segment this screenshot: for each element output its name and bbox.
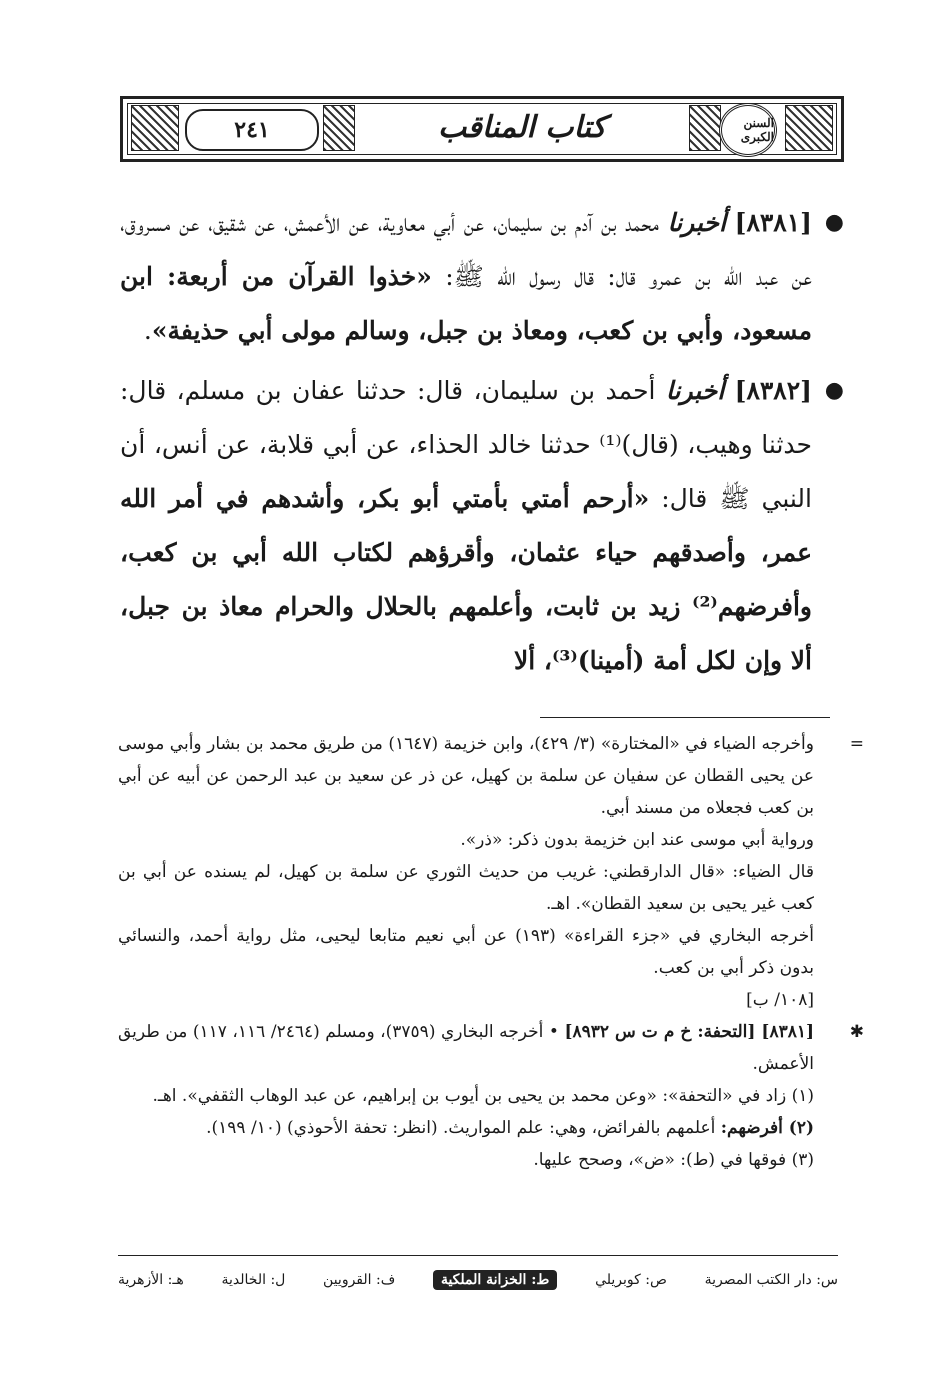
hadith-lead: أخبرنا bbox=[665, 376, 725, 405]
note-text: وأخرجه الضياء في «المختارة» (٣/ ٤٢٩)، وابن خزيمة (١٦٤٧) من طريق محمد بن بشار وأبي موسى عن يحيى القطان عن سفيان عن سلمة بن كهيل، عن ذر عن سعيد بن عبد الرحمن عن أبيه عن أبي بن كعب فجعلاه من مسند أبي. bbox=[118, 734, 814, 818]
footnote-1: (١) زاد في «التحفة»: «وعن محمد بن يحيى بن أيوب بن إبراهيم، عن عبد الوهاب الثقفي». اهـ. bbox=[152, 1086, 814, 1106]
footnote-term: (٢) أفرضهم: bbox=[720, 1118, 814, 1138]
page-header bbox=[120, 96, 844, 162]
legend-item: ل: الخالدية bbox=[221, 1272, 286, 1288]
legend-item: ص: كوبريلي bbox=[595, 1272, 667, 1288]
footnote-2 bbox=[118, 1112, 838, 1144]
takhrij-label: [٨٣٨١] [التحفة: خ م ت س ٨٩٣٢] bbox=[564, 1022, 815, 1042]
legend-item: س: دار الكتب المصرية bbox=[704, 1272, 838, 1288]
legend-item: ف: القرويين bbox=[323, 1272, 396, 1288]
hadith-number: [٨٣٨٢] bbox=[734, 376, 813, 405]
hadith-matn: «أرحم أمتي بأمتي أبو بكر، وأشدهم في أمر الله عمر، وأصدقهم حياء عثمان، وأقرؤهم لكتاب الله أبي بن كعب، وأفرضهم⁽²⁾ زيد بن ثابت، وأعلمهم بالحلال والحرام معاذ بن جبل، ألا وإن لكل أمة (أمينا)⁽³⁾، ألا bbox=[120, 484, 812, 675]
hadith-number: [٨٣٨١] bbox=[734, 208, 812, 237]
note-text: قال الضياء: «قال الدارقطني: غريب من حديث الثوري عن سلمة بن كهيل، لم يسنده عن أبي بن كعب غير يحيى بن سعيد القطان». اهـ. bbox=[118, 862, 814, 914]
notes-section bbox=[118, 728, 864, 1176]
hadith-matn: «خذوا القرآن من أربعة: ابن مسعود، وأبي بن كعب، ومعاذ بن جبل، وسالم مولى أبي حذيفة» bbox=[120, 262, 812, 345]
hadith-8382 bbox=[120, 364, 844, 688]
ornament bbox=[323, 105, 355, 151]
hadith-8381 bbox=[120, 196, 844, 358]
legend-item: هـ: الأزهرية bbox=[118, 1272, 184, 1288]
hadith-isnad: أحمد بن سليمان، قال: حدثنا عفان بن مسلم، قال: حدثنا وهيب، (قال)⁽¹⁾ حدثنا خالد الحذاء، عن أبي قلابة، عن أنس، أن النبي ﷺ قال: bbox=[120, 376, 813, 513]
book-logo: السنن الكبرى bbox=[719, 103, 777, 157]
main-text bbox=[120, 196, 844, 694]
book-title: كتاب المناقب bbox=[438, 109, 606, 145]
ornament bbox=[689, 105, 721, 151]
bullet-icon: ● bbox=[824, 210, 844, 235]
bullet-icon: ● bbox=[824, 378, 844, 403]
hadith-lead: أخبرنا bbox=[667, 208, 726, 237]
hadith-end: . bbox=[143, 316, 152, 345]
ornament bbox=[785, 105, 833, 151]
footnote-3: (٣) فوقها في (ط): «ض»، وصحح عليها. bbox=[533, 1150, 814, 1170]
continuation-mark: = bbox=[849, 734, 864, 754]
ornament bbox=[131, 105, 179, 151]
takhrij-text: • أخرجه البخاري (٣٧٥٩)، ومسلم (٢٤٦٤/ ١١٦، ١١٧) من طريق الأعمش. bbox=[118, 1022, 814, 1074]
takhrij-note bbox=[118, 1016, 814, 1080]
legend-item-highlight: ط: الخزانة الملكية bbox=[433, 1270, 557, 1290]
page-number: ٢٤١ bbox=[185, 109, 319, 151]
manuscript-folio: [١٠٨/ ب] bbox=[746, 990, 814, 1010]
note-text: أخرجه البخاري في «جزء القراءة» (١٩٣) عن أبي نعيم متابعا ليحيى، مثل رواية أحمد، والنسائي بدون ذكر أبي بن كعب. bbox=[118, 926, 814, 978]
manuscript-legend bbox=[118, 1262, 838, 1298]
footnote-separator bbox=[540, 717, 830, 718]
footer-separator bbox=[118, 1255, 838, 1256]
star-icon: ✱ bbox=[849, 1022, 864, 1042]
hadith-isnad: محمد بن آدم بن سليمان، عن أبي معاوية، عن الأعمش، عن شقيق، عن مسروق، عن عبد الله بن عمرو قال: قال رسول الله ﷺ: bbox=[120, 208, 812, 291]
note-text: ورواية أبي موسى عند ابن خزيمة بدون ذكر: «ذر». bbox=[460, 830, 814, 850]
footnote-text: أعلمهم بالفرائض، وهي: علم المواريث. (انظر: تحفة الأحوذي) (١٠/ ١٩٩). bbox=[206, 1118, 716, 1138]
